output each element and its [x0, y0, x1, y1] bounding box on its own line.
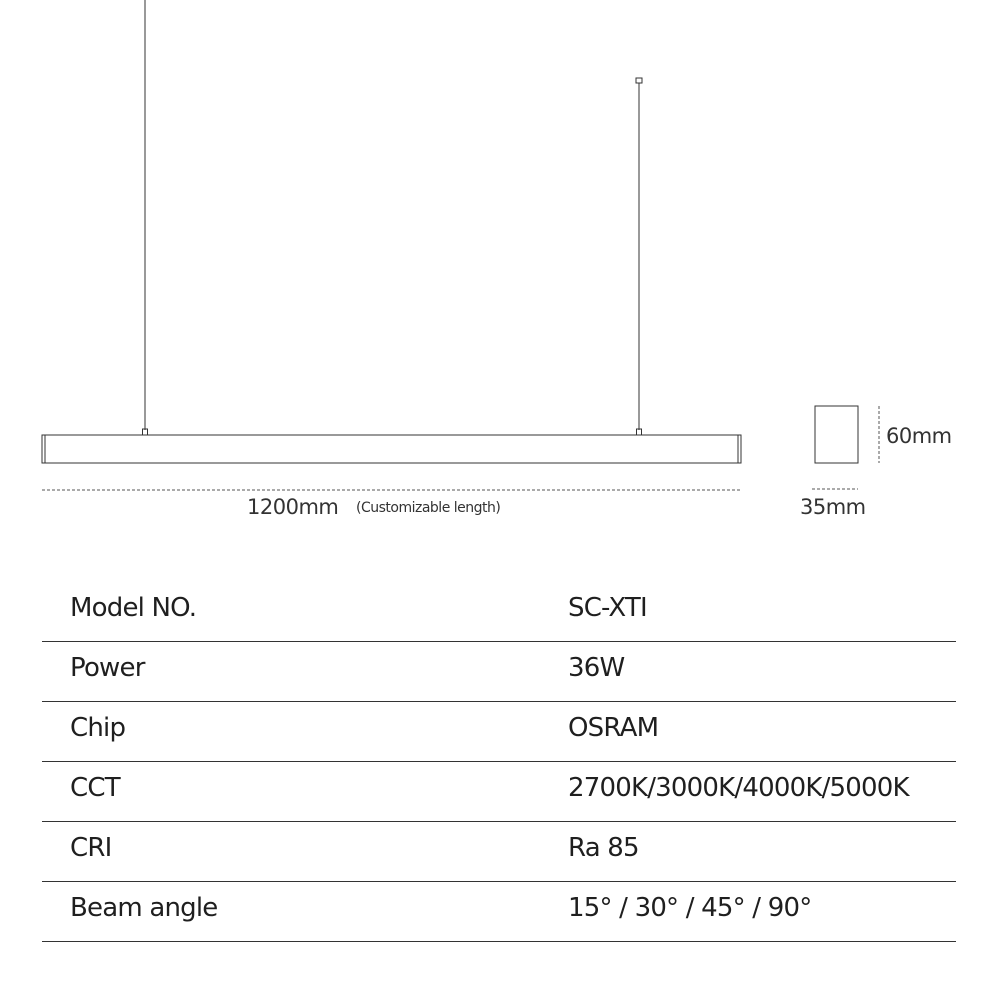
spec-value: OSRAM [568, 713, 659, 743]
height-dimension-label: 60mm [886, 424, 952, 448]
spec-row-beam-angle [42, 882, 956, 942]
ceiling-canopy-icon [636, 78, 642, 88]
spec-row-chip [42, 702, 956, 762]
spec-label: Chip [70, 713, 126, 743]
spec-value: Ra 85 [568, 833, 639, 863]
spec-label: Power [70, 653, 145, 683]
spec-label: Beam angle [70, 893, 218, 923]
spec-value: SC-XTI [568, 593, 647, 623]
spec-row-model [42, 582, 956, 642]
spec-row-cri [42, 822, 956, 882]
spec-value: 36W [568, 653, 625, 683]
spec-row-power [42, 642, 956, 702]
length-note: (Customizable length) [356, 500, 501, 516]
spec-value: 15° / 30° / 45° / 90° [568, 893, 812, 923]
spec-row-cct [42, 762, 956, 822]
cross-section-profile [815, 406, 858, 463]
spec-label: Model NO. [70, 593, 197, 623]
width-dimension-label: 35mm [800, 495, 866, 519]
length-dimension-label: 1200mm [247, 495, 339, 519]
linear-fixture-body [42, 435, 741, 463]
spec-label: CRI [70, 833, 112, 863]
spec-value: 2700K/3000K/4000K/5000K [568, 773, 909, 803]
spec-label: CCT [70, 773, 120, 803]
spec-table [42, 582, 956, 942]
